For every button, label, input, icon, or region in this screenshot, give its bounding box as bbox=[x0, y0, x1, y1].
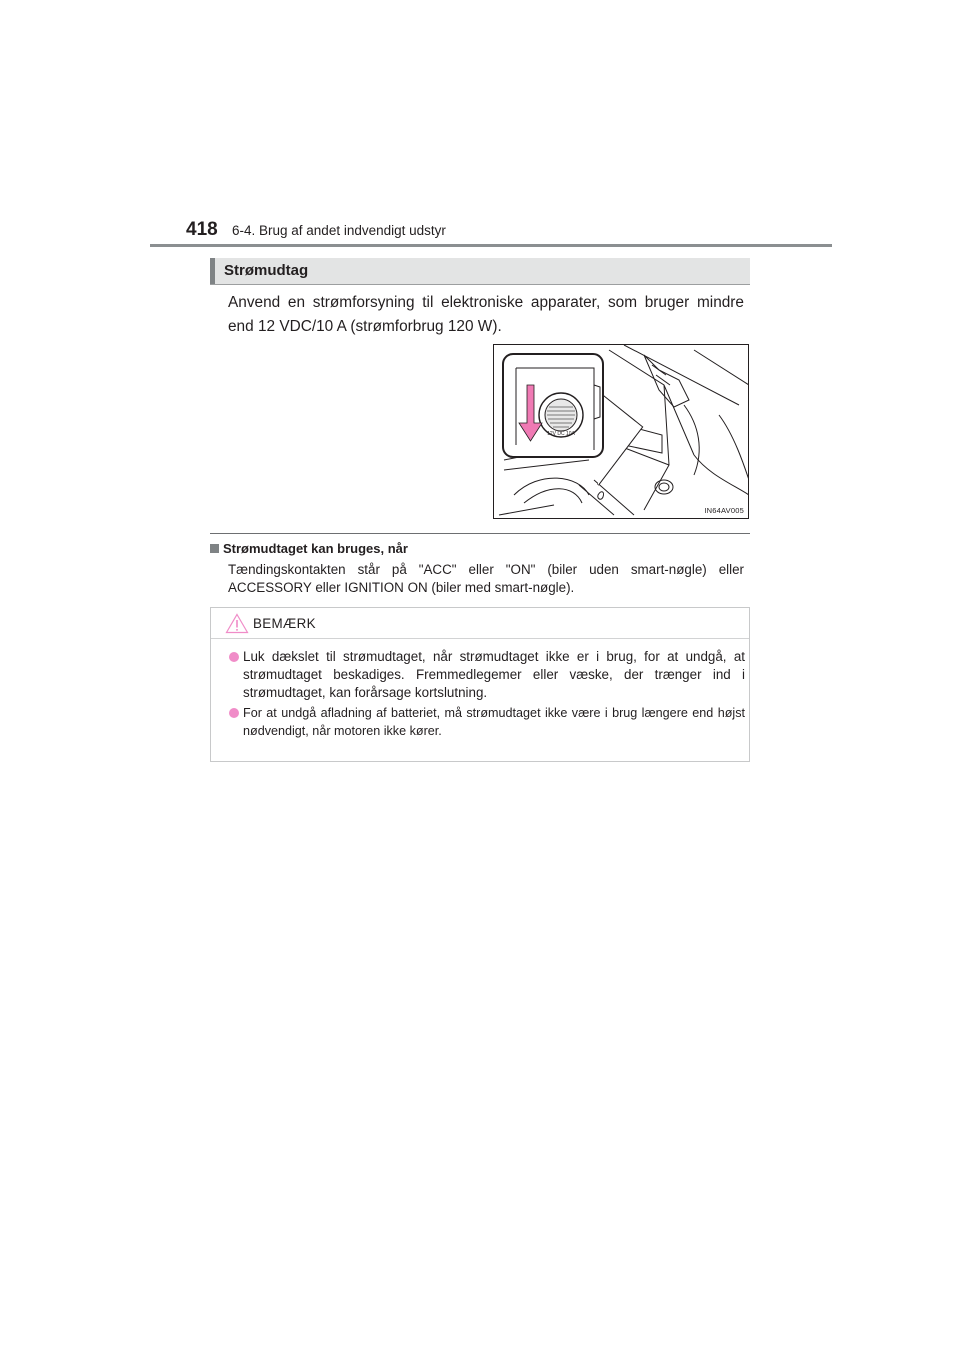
section-marker bbox=[210, 258, 215, 284]
notice-label: BEMÆRK bbox=[253, 616, 316, 631]
square-bullet-icon bbox=[210, 544, 219, 553]
chapter-title: 6-4. Brug af andet indvendigt udstyr bbox=[232, 223, 446, 238]
cap-label: 12V DC 10A bbox=[547, 431, 575, 437]
page-number: 418 bbox=[186, 219, 218, 240]
warning-triangle-icon bbox=[225, 613, 249, 634]
usage-heading bbox=[210, 541, 408, 556]
usage-body: Tændingskontakten står på "ACC" eller "ON" (biler uden smart-nøgle) eller ACCESSORY eller IGNITION ON (biler med smart-nøgle). bbox=[228, 562, 744, 595]
bullet-dot-icon bbox=[229, 708, 239, 718]
intro-paragraph: Anvend en strømforsyning til elektroniske apparater, som bruger mindre end 12 VDC/10 A (strømforbrug 120 W). bbox=[228, 294, 744, 335]
notice-item-text: For at undgå afladning af batteriet, må strømudtaget ikke være i brug længere end højst nødvendigt, når motoren ikke kører. bbox=[243, 706, 745, 738]
usage-heading-text: Strømudtaget kan bruges, når bbox=[223, 541, 408, 556]
bullet-dot-icon bbox=[229, 652, 239, 662]
notice-item-text: Luk dækslet til strømudtaget, når strømudtaget ikke er i brug, for at undgå, at strømudtaget beskadiges. Fremmedlegemer eller væske, der trænger ind i strømudtaget, kan forårsage kortslutning. bbox=[243, 649, 745, 700]
figure-code: IN64AV005 bbox=[704, 506, 744, 515]
section-heading-bar bbox=[210, 258, 750, 285]
header-rule bbox=[150, 244, 832, 247]
power-outlet-illustration bbox=[493, 344, 749, 519]
section-divider bbox=[210, 533, 750, 534]
console-drawing bbox=[494, 345, 749, 519]
notice-box bbox=[210, 607, 750, 762]
notice-header bbox=[211, 608, 749, 639]
section-title: Strømudtag bbox=[224, 262, 309, 279]
